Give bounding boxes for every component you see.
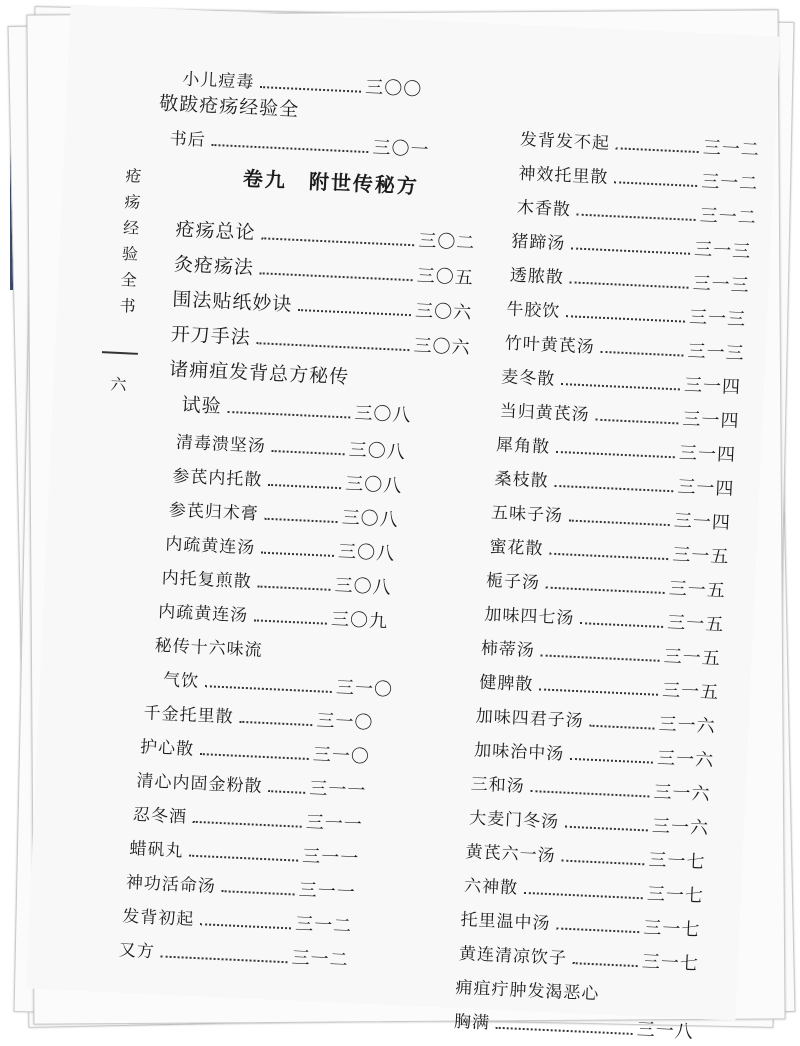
toc-entry-page: 三〇八 xyxy=(353,402,412,427)
toc-entry-page: 三一一 xyxy=(308,778,367,802)
toc-entry-page: 三〇八 xyxy=(337,541,396,565)
toc-leader-dots xyxy=(614,181,697,187)
toc-entry xyxy=(506,294,747,331)
toc-entry-page: 三〇八 xyxy=(344,473,403,497)
toc-entry xyxy=(480,634,721,671)
toc-entry xyxy=(465,837,706,874)
toc-entry-page: 三一三 xyxy=(692,272,751,297)
toc-entry xyxy=(175,428,406,464)
toc-entry-page: 三一五 xyxy=(666,612,725,636)
toc-entry xyxy=(489,532,730,569)
toc-entry-page: 三一八 xyxy=(636,1019,695,1043)
toc-leader-dots xyxy=(161,955,288,963)
toc-leader-dots xyxy=(272,450,345,455)
toc-leader-dots xyxy=(265,518,338,523)
toc-entry xyxy=(509,261,750,298)
toc-entry-title: 痈疽疔肿发渴恶心 xyxy=(455,977,600,1005)
toc-leader-dots xyxy=(569,520,670,527)
toc-entry-page: 三〇六 xyxy=(413,335,471,359)
toc-entry-title: 黄芪六一汤 xyxy=(465,842,557,867)
toc-entry-title: 加味四君子汤 xyxy=(475,706,585,732)
toc-entry xyxy=(181,390,412,427)
toc-entry-title: 开刀手法 xyxy=(170,323,252,349)
toc-entry-title: 围法贴纸妙诀 xyxy=(171,288,293,316)
toc-leader-dots xyxy=(524,892,643,899)
toc-entry-title: 猪蹄汤 xyxy=(510,231,566,255)
toc-entry-page: 三一二 xyxy=(699,205,758,229)
toc-entry xyxy=(484,600,725,637)
toc-entry xyxy=(475,702,716,739)
toc-leader-dots xyxy=(260,86,361,93)
toc-entry-title: 参芪归术膏 xyxy=(168,500,260,525)
toc-entry xyxy=(501,362,742,399)
toc-leader-dots xyxy=(200,923,291,929)
toc-entry-page: 三一七 xyxy=(646,883,705,908)
toc-entry-page: 三〇五 xyxy=(416,265,475,289)
toc-entry-page: 三〇九 xyxy=(330,608,389,633)
toc-entry xyxy=(122,902,353,938)
toc-leader-dots xyxy=(189,855,298,862)
toc-entry-title: 柿蒂汤 xyxy=(480,638,536,662)
toc-entry xyxy=(516,193,757,230)
side-book-title: 疮疡经验全书 xyxy=(116,166,143,324)
side-rule xyxy=(102,351,138,355)
toc-entry xyxy=(118,936,349,972)
toc-entry-title: 内疏黄连汤 xyxy=(157,602,249,627)
toc-entry xyxy=(485,566,726,603)
toc-leader-dots xyxy=(496,1027,633,1035)
toc-leader-dots xyxy=(561,383,680,390)
toc-entry-page: 三一〇 xyxy=(315,710,374,734)
toc-entry-title: 蜡矾丸 xyxy=(129,838,184,862)
toc-entry-title: 清毒溃坚汤 xyxy=(175,432,267,457)
toc-entry-page: 三一三 xyxy=(688,306,747,331)
toc-leader-dots xyxy=(193,821,302,828)
toc-entry xyxy=(518,159,759,196)
toc-entry-page: 三一五 xyxy=(661,679,720,704)
toc-entry xyxy=(464,871,705,908)
toc-entry-title: 黄连清凉饮子 xyxy=(458,944,568,969)
toc-entry-page: 三一七 xyxy=(642,917,701,941)
toc-leader-dots xyxy=(298,309,411,316)
toc-leader-dots xyxy=(541,654,660,661)
toc-entry xyxy=(170,319,471,360)
toc-entry-title: 栀子汤 xyxy=(485,570,541,594)
toc-entry xyxy=(470,769,711,806)
toc-entry-page: 三一三 xyxy=(693,238,752,263)
toc-entry-title: 大麦门冬汤 xyxy=(468,808,560,833)
toc-entry-title: 试验 xyxy=(181,393,223,418)
toc-entry xyxy=(479,668,720,705)
toc-leader-dots xyxy=(566,315,685,322)
toc-entry-title: 托里温中汤 xyxy=(460,910,551,935)
toc-entry-title: 透脓散 xyxy=(509,265,565,289)
toc-entry-title: 内托复煎散 xyxy=(161,568,253,593)
toc-entry-page: 三一〇 xyxy=(312,744,371,768)
toc-entry-page: 三一七 xyxy=(641,951,700,975)
toc-entry xyxy=(175,214,476,255)
toc-entry-page: 三一一 xyxy=(305,811,364,836)
toc-leader-dots xyxy=(261,552,334,557)
toc-entry xyxy=(159,89,300,122)
toc-entry-page: 三一六 xyxy=(656,747,715,772)
toc-leader-dots xyxy=(530,790,649,797)
toc-entry-title: 忍冬酒 xyxy=(132,805,188,828)
toc-entry xyxy=(491,498,732,535)
toc-leader-dots xyxy=(227,411,350,419)
toc-entry-title: 护心散 xyxy=(139,737,195,760)
toc-entry-page: 三一〇 xyxy=(335,677,394,701)
toc-entry-page: 三〇六 xyxy=(414,300,473,324)
toc-entry-title: 健脾散 xyxy=(478,672,534,696)
toc-leader-dots xyxy=(546,587,665,594)
toc-entry xyxy=(460,905,701,942)
toc-leader-dots xyxy=(268,790,305,794)
toc-entry-page: 三一二 xyxy=(702,137,761,161)
toc-entry xyxy=(511,227,752,264)
toc-leader-dots xyxy=(268,484,341,489)
toc-entry-title: 发背发不起 xyxy=(519,129,611,154)
toc-entry xyxy=(172,284,473,325)
toc-entry xyxy=(520,125,761,162)
toc-entry-title: 灸疮疡法 xyxy=(173,253,255,279)
toc-entry xyxy=(474,735,715,772)
toc-entry-title: 参芪内托散 xyxy=(171,466,263,491)
toc-entry-title: 气饮 xyxy=(162,670,200,692)
toc-entry-page: 三一三 xyxy=(687,340,746,365)
toc-leader-dots xyxy=(570,281,689,288)
toc-leader-dots xyxy=(205,685,332,693)
toc-entry xyxy=(132,800,363,836)
toc-entry-title: 发背初起 xyxy=(121,906,195,930)
toc-entry-page: 三一二 xyxy=(700,171,759,195)
toc-entry-page: 三一六 xyxy=(653,781,711,806)
toc-leader-dots xyxy=(254,619,327,624)
toc-leader-dots xyxy=(570,758,653,764)
toc-leader-dots xyxy=(261,237,414,246)
toc-leader-dots xyxy=(539,688,658,695)
toc-entry xyxy=(455,973,600,1005)
toc-leader-dots xyxy=(571,247,690,254)
toc-entry-title: 疮疡总论 xyxy=(175,218,257,245)
toc-entry-page: 三一七 xyxy=(648,849,706,874)
toc-leader-dots xyxy=(556,451,675,458)
toc-entry xyxy=(169,354,350,389)
toc-entry xyxy=(168,495,399,531)
toc-entry-title: 小儿痘毒 xyxy=(181,69,255,93)
toc-leader-dots xyxy=(257,342,410,351)
toc-leader-dots xyxy=(595,419,678,425)
toc-entry-page: 三一六 xyxy=(651,815,710,840)
toc-leader-dots xyxy=(200,753,309,760)
toc-entry-page: 三一二 xyxy=(291,947,350,971)
toc-leader-dots xyxy=(549,553,668,560)
toc-entry-title: 又方 xyxy=(118,940,156,963)
toc-entry-title: 清心内固金粉散 xyxy=(136,771,263,797)
toc-leader-dots xyxy=(556,927,639,933)
toc-entry xyxy=(496,430,737,467)
toc-entry-title: 麦冬散 xyxy=(500,367,556,390)
toc-leader-dots xyxy=(239,721,312,726)
toc-entry xyxy=(494,464,735,501)
toc-entry-page: 三一四 xyxy=(673,510,732,534)
toc-leader-dots xyxy=(577,214,696,221)
toc-entry xyxy=(125,868,356,904)
toc-leader-dots xyxy=(561,860,644,866)
toc-entry xyxy=(140,732,371,768)
toc-entry xyxy=(459,939,700,976)
toc-leader-dots xyxy=(257,585,330,590)
toc-entry-title: 蜜花散 xyxy=(489,536,544,560)
toc-entry-title: 秘传十六味流 xyxy=(154,635,264,661)
toc-entry-page: 三一五 xyxy=(663,645,722,670)
toc-entry xyxy=(165,529,396,565)
toc-entry-page: 三一五 xyxy=(668,578,727,602)
toc-entry xyxy=(163,665,394,701)
toc-leader-dots xyxy=(554,485,673,492)
toc-entry-title: 加味四七汤 xyxy=(483,604,575,629)
toc-entry xyxy=(136,766,367,802)
toc-entry-title: 木香散 xyxy=(516,197,572,221)
toc-entry xyxy=(154,631,263,661)
toc-entry-page: 三〇八 xyxy=(334,574,393,599)
toc-entry xyxy=(469,803,710,840)
toc-entry-page: 三一一 xyxy=(298,879,357,904)
toc-entry xyxy=(161,563,392,599)
toc-leader-dots xyxy=(616,147,699,153)
toc-entry xyxy=(504,328,745,365)
toc-entry xyxy=(172,462,403,498)
toc-leader-dots xyxy=(222,890,295,895)
toc-entry-page: 三一一 xyxy=(301,845,360,870)
page-number: 六 xyxy=(110,374,127,395)
toc-entry-page: 三一四 xyxy=(682,408,740,433)
toc-entry-page: 三〇一 xyxy=(372,137,430,161)
toc-entry-page: 三〇〇 xyxy=(364,76,423,101)
toc-leader-dots xyxy=(565,826,648,832)
toc-leader-dots xyxy=(260,272,413,281)
toc-entry xyxy=(129,834,360,870)
toc-entry-page: 三一四 xyxy=(676,476,735,500)
toc-entry-page: 三〇八 xyxy=(348,439,407,464)
toc-entry-title: 神功活命汤 xyxy=(125,872,217,897)
toc-entry xyxy=(453,1007,694,1044)
toc-entry-title: 胸满 xyxy=(453,1011,491,1034)
toc-leader-dots xyxy=(573,962,638,967)
toc-entry-page: 三〇八 xyxy=(341,507,400,531)
toc-entry-page: 三一二 xyxy=(294,913,353,938)
toc-entry-title: 敬跋疮疡经验全 xyxy=(158,92,300,121)
toc-entry-title: 犀角散 xyxy=(495,435,551,458)
book-page xyxy=(26,4,780,1043)
toc-entry-title: 六神散 xyxy=(463,876,519,899)
toc-leader-dots xyxy=(211,144,368,153)
toc-entry xyxy=(173,249,474,290)
toc-entry-page: 三〇二 xyxy=(417,230,476,254)
toc-entry-title: 五味子汤 xyxy=(490,503,564,527)
toc-entry-title: 当归黄芪汤 xyxy=(499,401,591,426)
toc-entry-page: 三一六 xyxy=(658,713,717,738)
toc-entry xyxy=(499,396,740,433)
toc-entry-page: 三一四 xyxy=(678,442,737,467)
toc-entry xyxy=(158,597,389,633)
toc-entry-title: 神效托里散 xyxy=(518,163,609,188)
toc-entry-title: 加味治中汤 xyxy=(473,740,565,765)
toc-leader-dots xyxy=(580,622,663,628)
toc-entry-title: 内疏黄连汤 xyxy=(164,534,256,559)
volume-heading: 卷九 附世传秘方 xyxy=(242,166,420,199)
toc-entry-title: 书后 xyxy=(169,129,207,151)
toc-entry-title: 牛胶饮 xyxy=(505,299,561,322)
toc-entry xyxy=(169,124,430,162)
toc-entry-title: 千金托里散 xyxy=(143,703,234,728)
toc-leader-dots xyxy=(589,725,654,730)
toc-entry-title: 三和汤 xyxy=(470,774,526,797)
toc-entry-title: 诸痈疽发背总方秘传 xyxy=(168,358,350,389)
toc-leader-dots xyxy=(600,351,683,357)
toc-entry xyxy=(143,698,374,734)
toc-entry-title: 桑枝散 xyxy=(494,469,550,492)
toc-entry-title: 竹叶黄芪汤 xyxy=(504,333,596,358)
toc-entry-page: 三一四 xyxy=(683,374,742,399)
toc-entry-page: 三一五 xyxy=(671,544,730,568)
